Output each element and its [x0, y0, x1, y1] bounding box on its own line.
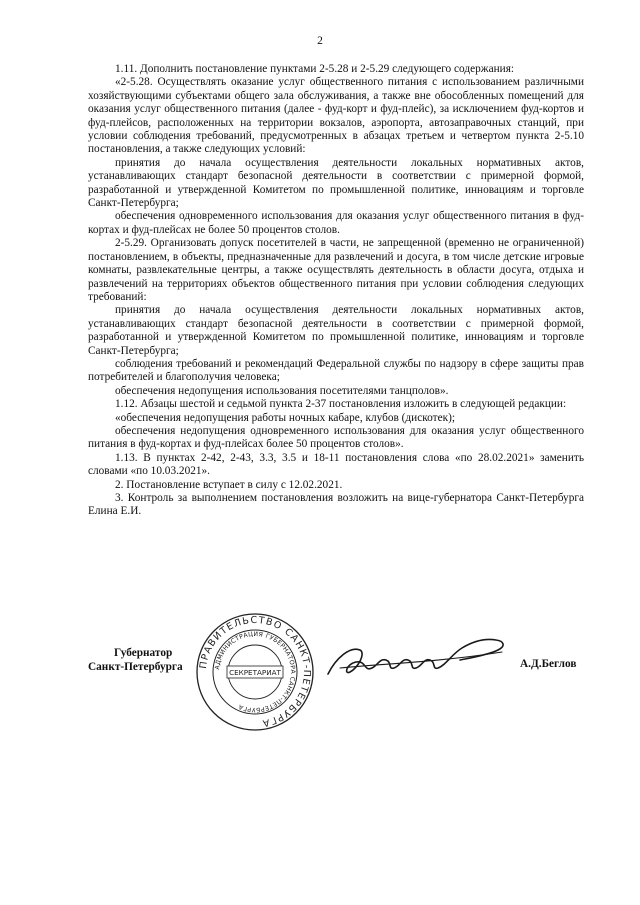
paragraph-1-13: 1.13. В пунктах 2-42, 2-43, 3.3, 3.5 и 18-11 постановления слова «по 28.02.2021» заменить словами «по 10.03.2021».: [88, 451, 584, 478]
seal-inner-text: АДМИНИСТРАЦИЯ ГУБЕРНАТОРА САНКТ-ПЕТЕРБУРГА: [214, 630, 297, 714]
paragraph-2-5-28: «2-5.28. Осуществлять оказание услуг общественного питания с использованием различными хозяйствующими субъектами общего зала обслуживания, а также вне обособленных помещений для оказания услуг общественного питания (далее - фуд-корт и фуд-плейс), за исключением фуд-кортов и фуд-плейсов, расположенных на территории вокзалов, аэропорта, автозаправочных станций, при условии соблюдения требований, предусмотренных в абзацах третьем и четвертом пункта 2-5.10 постановления, а также следующих условий:: [88, 76, 584, 156]
seal-center-text: СЕКРЕТАРИАТ: [229, 668, 281, 677]
signatory-title: [88, 646, 183, 674]
signatory-title-line2: Санкт-Петербурга: [88, 661, 183, 673]
seal-outer-text: ПРАВИТЕЛЬСТВО САНКТ-ПЕТЕРБУРГА: [198, 614, 313, 729]
paragraph-condition-local-acts-1: принятия до начала осуществления деятельности локальных нормативных актов, устанавливающих стандарт безопасной деятельности в соответствии с примерной формой, разработанной и утвержденной Комитетом по промышленной политике, инновациям и торговле Санкт-Петербурга;: [88, 156, 584, 210]
paragraph-condition-local-acts-2: принятия до начала осуществления деятельности локальных нормативных актов, устанавливающих стандарт безопасной деятельности в соответствии с примерной формой, разработанной и утвержденной Комитетом по промышленной политике, инновациям и торговле Санкт-Петербурга;: [88, 304, 584, 357]
paragraph-condition-rospotrebnadzor: соблюдения требований и рекомендаций Федеральной службы по надзору в сфере защиты прав потребителей и благополучия человека;: [88, 357, 584, 384]
page-number: 2: [317, 35, 323, 47]
paragraph-3-control: 3. Контроль за выполнением постановления возложить на вице-губернатора Санкт-Петербурга Елина Е.И.: [88, 492, 584, 518]
document-body: [88, 63, 584, 519]
paragraph-2-5-29: 2-5.29. Организовать допуск посетителей в части, не запрещенной (временно не ограниченной) постановлением, в объекты, предназначенные для развлечений и досуга, в том числе детские игровые комнаты, развлекательные центры, а также осуществлять деятельность в области досуга, отдыха и развлечений на территориях объектов общественного питания при условии соблюдения следующих требований:: [88, 237, 584, 303]
signatory-name: А.Д.Беглов: [520, 658, 577, 670]
paragraph-2-effective-date: 2. Постановление вступает в силу с 12.02.2021.: [115, 478, 343, 491]
paragraph-1-12: 1.12. Абзацы шестой и седьмой пункта 2-37 постановления изложить в следующей редакции:: [115, 398, 567, 411]
paragraph-condition-dancefloors: обеспечения недопущения использования посетителями танцполов».: [115, 384, 449, 397]
paragraph-1-11: 1.11. Дополнить постановление пунктами 2-5.28 и 2-5.29 следующего содержания:: [115, 63, 515, 75]
official-seal: [195, 612, 315, 732]
signatory-title-line1: Губернатор: [114, 647, 173, 659]
paragraph-food-court-tables: обеспечения недопущения одновременного использования для оказания услуг общественного питания в фуд-кортах и фуд-плейсах более 50 процентов столов».: [88, 424, 584, 451]
paragraph-condition-tables: обеспечения одновременного использования для оказания услуг общественного питания в фуд-кортах и фуд-плейсах не более 50 процентов столов.: [88, 210, 584, 236]
paragraph-night-clubs: «обеспечения недопущения работы ночных кабаре, клубов (дискотек);: [115, 411, 455, 424]
handwritten-signature: [320, 628, 510, 688]
